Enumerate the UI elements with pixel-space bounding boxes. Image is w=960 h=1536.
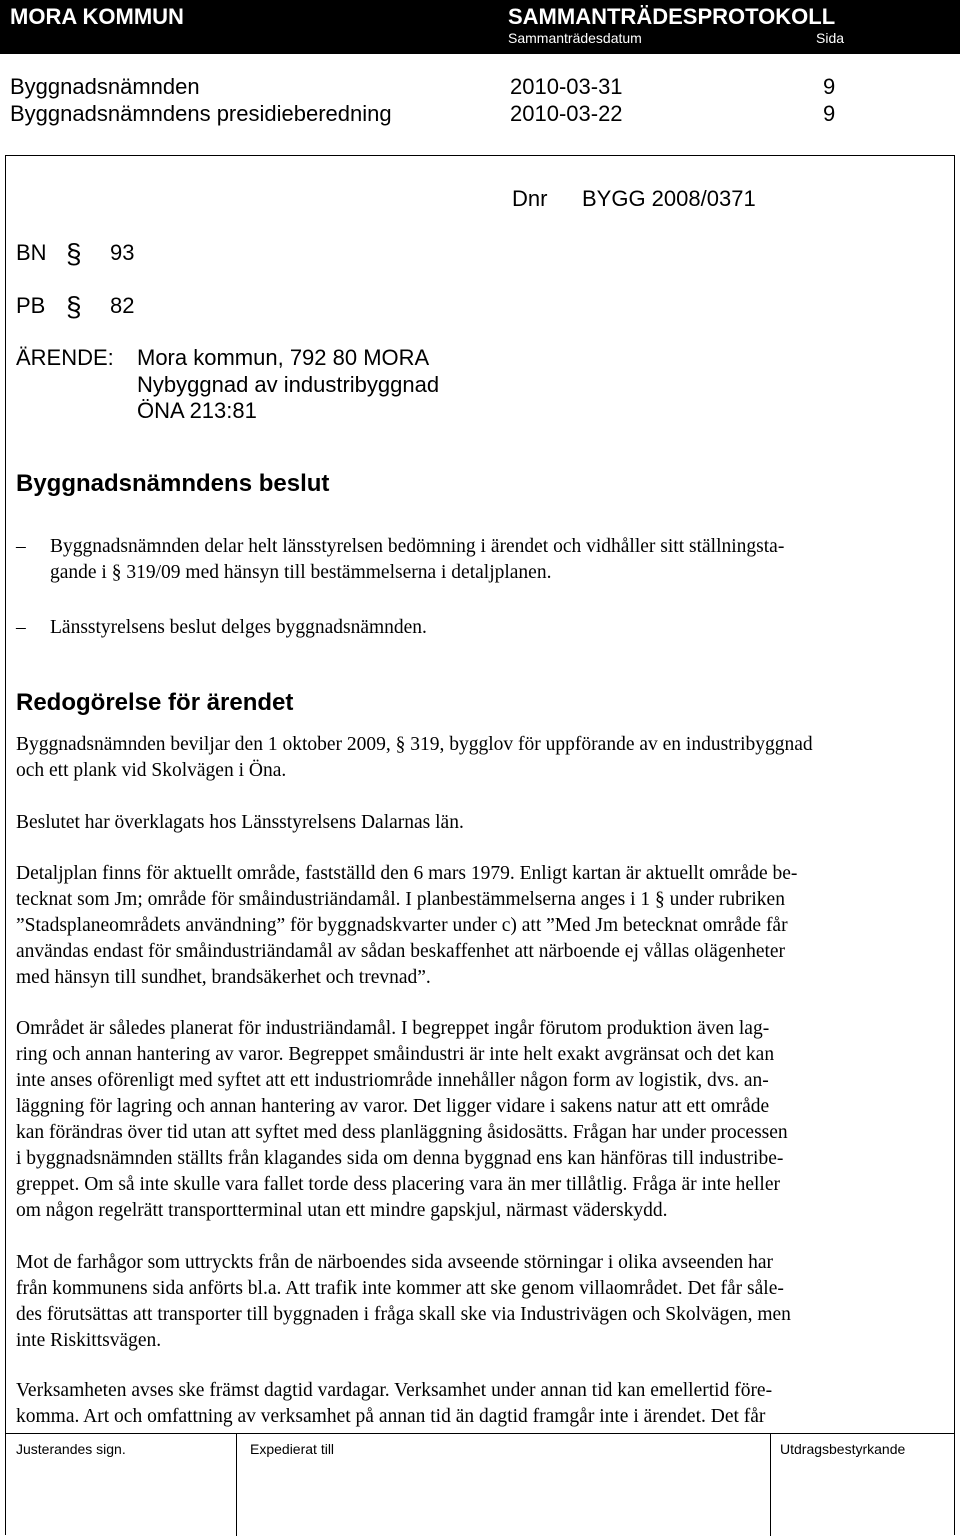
text-line: des förutsättas att transporter till byggnaden i fråga skall ske via Industrivägen och Skolvägen, men bbox=[16, 1304, 791, 1325]
text-line: Området är således planerat för industriändamål. I begreppet ingår förutom produktion även lag- bbox=[16, 1018, 770, 1039]
footer-divider bbox=[236, 1433, 237, 1536]
date-column-label: Sammanträdesdatum bbox=[508, 30, 642, 46]
text-line: ”Stadsplaneområdets användning” för byggnadskvarter under c) att ”Med Jm betecknat område får bbox=[16, 915, 788, 936]
footer-justerandes-label: Justerandes sign. bbox=[16, 1441, 126, 1457]
section-number: 82 bbox=[110, 293, 135, 318]
text-line bbox=[16, 732, 936, 758]
text-line: kan förändras över tid utan att syftet med dess planläggning åsidosätts. Frågan har under processen bbox=[16, 1122, 788, 1143]
meeting-date: 2010-03-31 bbox=[510, 74, 623, 99]
text-line bbox=[16, 887, 936, 913]
text-line: och ett plank vid Skolvägen i Öna. bbox=[16, 760, 287, 781]
arende-label: ÄRENDE: bbox=[16, 345, 114, 370]
footer-rule bbox=[5, 1433, 955, 1434]
section-number: 93 bbox=[110, 240, 135, 265]
meeting-page: 9 bbox=[823, 101, 836, 126]
footer-divider bbox=[770, 1433, 771, 1536]
decision-line bbox=[50, 562, 551, 584]
paragraph-sign: § bbox=[66, 238, 82, 269]
text-line: om någon regelrätt transportterminal utan ett mindre gapskjul, närmast väderskydd. bbox=[16, 1200, 668, 1221]
text-line: i byggnadsnämnden ställts från klagandes sida om denna byggnad ens kan hänföras till industribe- bbox=[16, 1148, 784, 1169]
decision-line: Länsstyrelsens beslut delges byggnadsnämnden. bbox=[50, 617, 427, 638]
dnr-value: BYGG 2008/0371 bbox=[582, 186, 756, 211]
footer-utdrag-label: Utdragsbestyrkande bbox=[780, 1441, 906, 1457]
section-heading: Byggnadsnämndens beslut bbox=[16, 470, 330, 497]
text: 319, bygglov för uppförande av en industribyggnad bbox=[405, 734, 813, 755]
section-code: PB bbox=[16, 293, 46, 318]
paragraph bbox=[16, 861, 936, 991]
text-line: inte Riskittsvägen. bbox=[16, 1330, 162, 1351]
meeting-page: 9 bbox=[823, 74, 836, 99]
text-line: Beslutet har överklagats hos Länsstyrelsens Dalarnas län. bbox=[16, 812, 464, 833]
paragraph bbox=[16, 810, 936, 836]
arende-line: Mora kommun, 792 80 MORA bbox=[137, 345, 430, 370]
text-line: ring och annan hantering av varor. Begreppet småindustri är inte helt exakt avgränsat och det kan bbox=[16, 1044, 775, 1065]
text-line: komma. Art och omfattning av verksamhet på annan tid än dagtid framgår inte i ärendet. Det får bbox=[16, 1406, 766, 1427]
text-line: Detaljplan finns för aktuellt område, fastställd den 6 mars 1979. Enligt kartan är aktuellt område be- bbox=[16, 863, 798, 884]
text: under rubriken bbox=[664, 889, 785, 910]
text-line: användas endast för småindustriändamål av sådan beskaffenhet att närboende ej vållas olägenheter bbox=[16, 941, 786, 962]
paragraph-sign: § bbox=[395, 734, 406, 755]
text: tecknat som Jm; område för småindustriändamål. I planbestämmelserna anges i 1 bbox=[16, 889, 655, 910]
section-code: BN bbox=[16, 240, 47, 265]
arende-line: Nybyggnad av industribyggnad bbox=[137, 372, 440, 397]
arende-line: ÖNA 213:81 bbox=[137, 398, 257, 423]
organization-name: MORA KOMMUN bbox=[10, 4, 184, 29]
paragraph bbox=[16, 1250, 936, 1354]
page-column-label: Sida bbox=[816, 30, 845, 46]
text-line: Verksamheten avses ske främst dagtid vardagar. Verksamhet under annan tid kan emellertid före- bbox=[16, 1380, 773, 1401]
section-heading: Redogörelse för ärendet bbox=[16, 689, 294, 716]
meeting-date: 2010-03-22 bbox=[510, 101, 623, 126]
text-line: med hänsyn till sundhet, brandsäkerhet och trevnad”. bbox=[16, 967, 431, 988]
paragraph bbox=[16, 1378, 936, 1430]
text-line: inte anses oförenligt med syftet att ett industriområde innehåller någon form av logistik, dvs. an- bbox=[16, 1070, 769, 1091]
text: Byggnadsnämnden beviljar den 1 oktober 2009, bbox=[16, 734, 396, 755]
dnr-label: Dnr bbox=[512, 186, 548, 211]
dash-bullet: – bbox=[16, 617, 26, 638]
dash-bullet: – bbox=[16, 536, 26, 557]
text-line: läggning för lagring och annan hantering av varor. Det ligger vidare i sakens natur att ett område bbox=[16, 1096, 770, 1117]
paragraph bbox=[16, 732, 936, 784]
meeting-body: Byggnadsnämndens presidieberedning bbox=[10, 101, 392, 126]
document-type: SAMMANTRÄDESPROTOKOLL bbox=[508, 4, 836, 29]
paragraph-sign: § bbox=[66, 291, 82, 322]
text-line: Mot de farhågor som uttryckts från de närboendes sida avseende störningar i olika avseenden har bbox=[16, 1252, 773, 1273]
decision-line: Byggnadsnämnden delar helt länsstyrelsen bedömning i ärendet och vidhåller sitt ställningsta- bbox=[50, 536, 785, 557]
paragraph bbox=[16, 1016, 936, 1224]
paragraph-sign: § bbox=[655, 889, 665, 910]
decision-text: gande i bbox=[50, 562, 112, 583]
meeting-body: Byggnadsnämnden bbox=[10, 74, 200, 99]
decision-text: 319/09 med hänsyn till bestämmelserna i detaljplanen. bbox=[121, 562, 552, 583]
paragraph-sign: § bbox=[111, 562, 122, 583]
text-line: från kommunens sida anförts bl.a. Att trafik inte kommer att ske genom villaområdet. Det får såle- bbox=[16, 1278, 784, 1299]
text-line: greppet. Om så inte skulle vara fallet torde dess placering vara än mer tillåtlig. Fråga är inte heller bbox=[16, 1174, 780, 1195]
footer-expedierat-label: Expedierat till bbox=[250, 1441, 335, 1457]
